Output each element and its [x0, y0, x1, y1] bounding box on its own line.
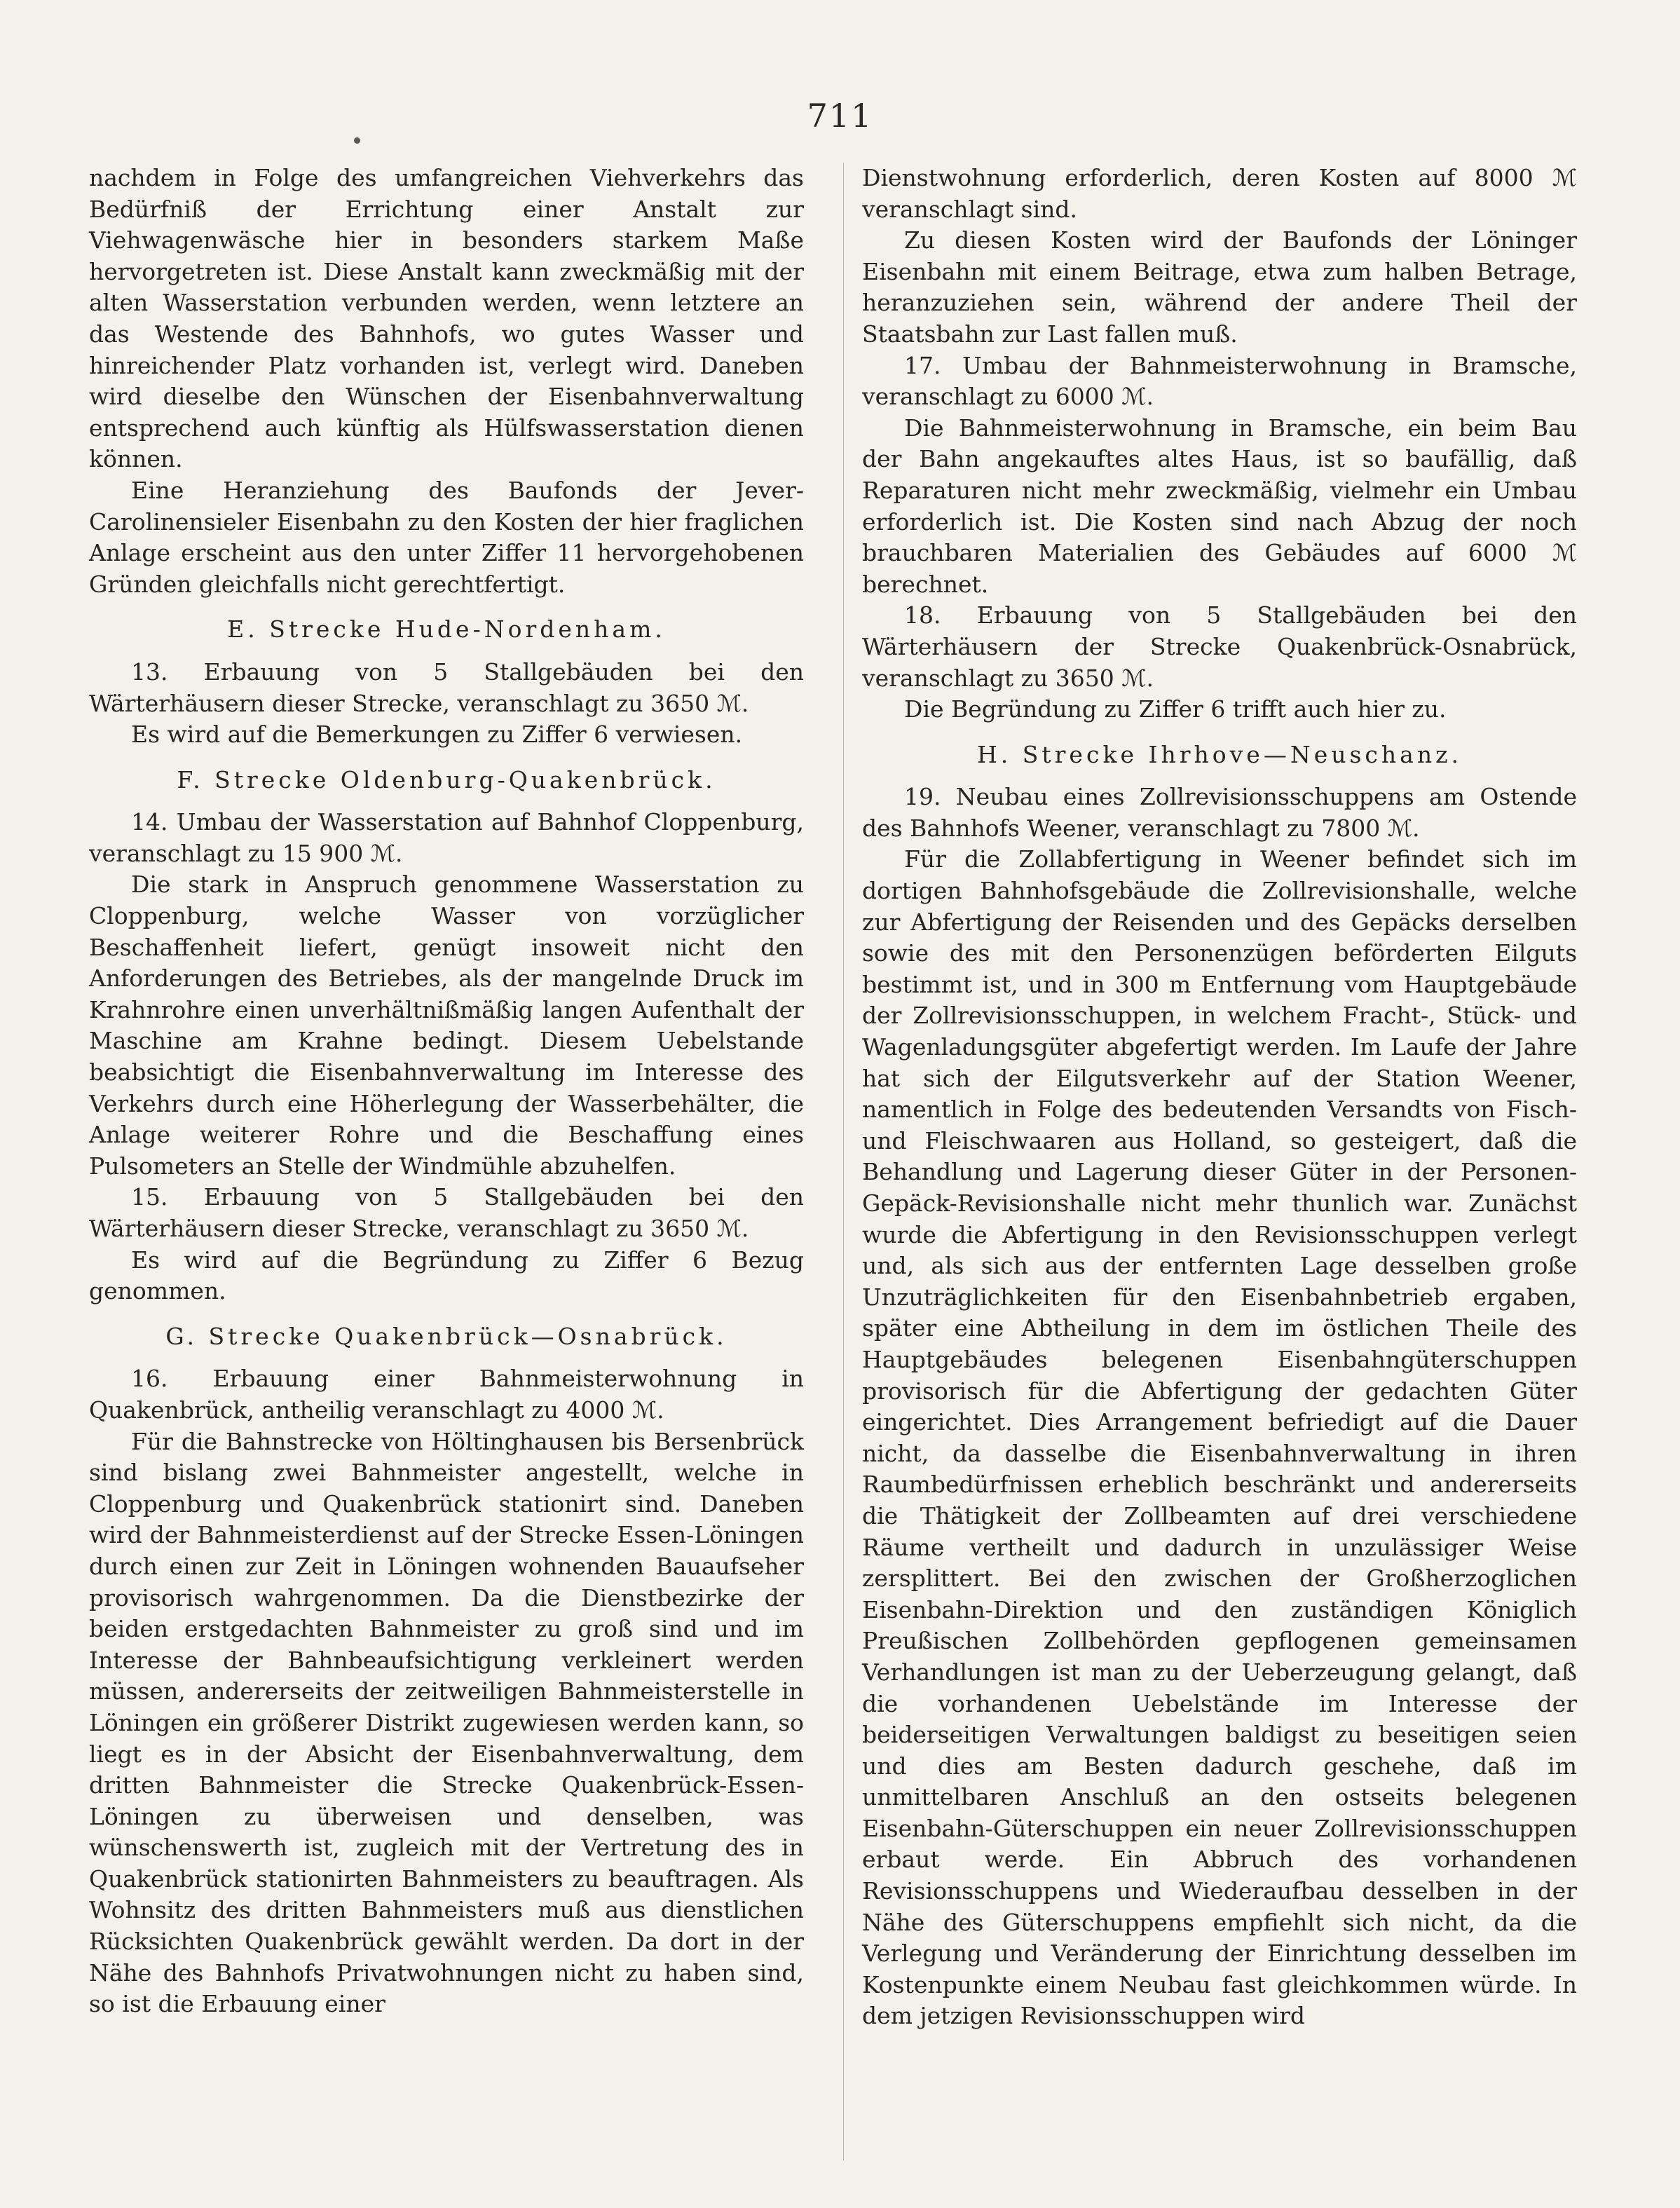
paragraph: Die Bahnmeisterwohnung in Bramsche, ein beim Bau der Bahn angekauftes altes Haus, ist so baufällig, daß Reparaturen nicht mehr zweckmäßig, vielmehr ein Umbau erforderlich ist. Die Kosten sind nach Abzug der noch brauchbaren Materialien des Gebäudes auf 6000 ℳ berechnet. [862, 414, 1577, 598]
paragraph: Die Begründung zu Ziffer 6 trifft auch hier zu. [904, 695, 1447, 723]
paragraph: Für die Zollabfertigung in Weener befindet sich im dortigen Bahnhofsgebäude die Zollrevisionshalle, welche zur Abfertigung der Reisenden und des Gepäcks derselben sowie des mit den Personenzügen beförderten Eilguts bestimmt ist, und in 300 m Entfernung vom Hauptgebäude der Zollrevisionsschuppen, in welchem Fracht-, Stück- und Wagenladungsgüter abgefertigt werden. Im Laufe der Jahre hat sich der Eilgutsverkehr auf der Station Weener, namentlich in Folge des bedeutenden Versandts von Fisch- und Fleischwaaren aus Holland, so gesteigert, daß die Behandlung und Lagerung dieser Güter in der Personen-Gepäck-Revisionshalle nicht mehr thunlich war. Zunächst wurde die Abfertigung in den Revisionsschuppen verlegt und, als sich aus der entfernten Lage desselben große Unzuträglichkeiten für den Eisenbahnbetrieb ergaben, später eine Abtheilung in dem im östlichen Theile des Hauptgebäudes belegenen Eisenbahngüterschuppen provisorisch für die Abfertigung der gedachten Güter eingerichtet. Dies Arrangement befriedigt auf die Dauer nicht, da dasselbe die Eisenbahnverwaltung in ihren Raumbedürfnissen erheblich beschränkt und andererseits die Thätigkeit der Zollbeamten auf drei verschiedene Räume vertheilt und dadurch in unzulässiger Weise zersplittert. Bei den zwischen der Großherzoglichen Eisenbahn-Direktion und den zuständigen Königlich Preußischen Zollbehörden gepflogenen gemeinsamen Verhandlungen ist man zu der Ueberzeugung gelangt, daß die vorhandenen Uebelstände im Interesse der beiderseitigen Verwaltungen baldigst zu beseitigen seien und dies am Besten dadurch geschehe, daß im unmittelbaren Anschluß an den ostseits belegenen Eisenbahn-Güterschuppen ein neuer Zollrevisionsschuppen erbaut werde. Ein Abbruch des vorhandenen Revisionsschuppens und Wiederaufbau desselben in der Nähe des Güterschuppens empfiehlt sich nicht, da die Verlegung und Veränderung der Einrichtung desselben im Kostenpunkte einem Neubau fast gleichkommen würde. In dem jetzigen Revisionsschuppen wird [862, 845, 1577, 2030]
ink-speck [354, 137, 360, 144]
item-19: 19. Neubau eines Zollrevisionsschuppens am Ostende des Bahnhofs Weener, veranschlagt zu 7800 ℳ. [862, 783, 1577, 842]
paragraph: Dienstwohnung erforderlich, deren Kosten auf 8000 ℳ veranschlagt sind. [862, 164, 1577, 223]
column-divider [843, 163, 844, 2160]
section-heading-f: F. Strecke Oldenburg-Quakenbrück. [177, 765, 716, 793]
paragraph: Die stark in Anspruch genommene Wasserstation zu Cloppenburg, welche Wasser von vorzüglicher Beschaffenheit liefert, genügt insoweit nicht den Anforderungen des Betriebes, als der mangelnde Druck im Krahnrohre einen unverhältnißmäßig langen Aufenthalt der Maschine am Krahne bedingt. Diesem Uebelstande beabsichtigt die Eisenbahnverwaltung im Interesse des Verkehrs durch eine Höherlegung der Wasserbehälter, die Anlage weiterer Rohre und die Beschaffung eines Pulsometers an Stelle der Windmühle abzuhelfen. [89, 871, 804, 1180]
paragraph: Eine Heranziehung des Baufonds der Jever-Carolinensieler Eisenbahn zu den Kosten der hier fraglichen Anlage erscheint aus den unter Ziffer 11 hervorgehobenen Gründen gleichfalls nicht gerechtfertigt. [89, 476, 804, 598]
section-heading-h: H. Strecke Ihrhove—Neuschanz. [977, 740, 1462, 768]
item-13: 13. Erbauung von 5 Stallgebäuden bei den Wärterhäusern dieser Strecke, veranschlagt zu 3650 ℳ. [89, 657, 804, 717]
item-18: 18. Erbauung von 5 Stallgebäuden bei den Wärterhäusern der Strecke Quakenbrück-Osnabrück, veranschlagt zu 3650 ℳ. [862, 601, 1577, 692]
page-number: 711 [807, 97, 873, 135]
item-14: 14. Umbau der Wasserstation auf Bahnhof Cloppenburg, veranschlagt zu 15 900 ℳ. [89, 808, 804, 867]
section-heading-g: G. Strecke Quakenbrück—Osnabrück. [165, 1322, 728, 1350]
right-column [862, 163, 1577, 2032]
section-heading-e: E. Strecke Hude-Nordenham. [227, 615, 666, 643]
paragraph: Es wird auf die Begründung zu Ziffer 6 Bezug genommen. [89, 1246, 804, 1305]
paragraph: Es wird auf die Bemerkungen zu Ziffer 6 verwiesen. [131, 721, 743, 749]
paragraph: Für die Bahnstrecke von Höltinghausen bis Bersenbrück sind bislang zwei Bahnmeister angestellt, welche in Cloppenburg und Quakenbrück stationirt sind. Daneben wird der Bahnmeisterdienst auf der Strecke Essen-Löningen durch einen zur Zeit in Löningen wohnenden Bauaufseher provisorisch wahrgenommen. Da die Dienstbezirke der beiden erstgedachten Bahnmeister zu groß sind und im Interesse der Bahnbeaufsichtigung verkleinert werden müssen, andererseits der zeitweiligen Bahnmeisterstelle in Löningen ein größerer Distrikt zugewiesen werden kann, so liegt es in der Absicht der Eisenbahnverwaltung, dem dritten Bahnmeister die Strecke Quakenbrück-Essen-Löningen zu überweisen und denselben, was wünschenswerth ist, zugleich mit der Vertretung des in Quakenbrück stationirten Bahnmeisters zu beauftragen. Als Wohnsitz des dritten Bahnmeisters muß aus dienstlichen Rücksichten Quakenbrück gewählt werden. Da dort in der Nähe des Bahnhofs Privatwohnungen nicht zu haben sind, so ist die Erbauung einer [89, 1427, 804, 2018]
paragraph: nachdem in Folge des umfangreichen Viehverkehrs das Bedürfniß der Errichtung einer Anstalt zur Viehwagenwäsche hier in besonders starkem Maße hervorgetreten ist. Diese Anstalt kann zweckmäßig mit der alten Wasserstation verbunden werden, wenn letztere an das Westende des Bahnhofs, wo gutes Wasser und hinreichender Platz vorhanden ist, verlegt wird. Daneben wird dieselbe den Wünschen der Eisenbahnverwaltung entsprechend auch künftig als Hülfswasserstation dienen können. [89, 164, 804, 473]
item-15: 15. Erbauung von 5 Stallgebäuden bei den Wärterhäusern dieser Strecke, veranschlagt zu 3650 ℳ. [89, 1183, 804, 1242]
item-16: 16. Erbauung einer Bahnmeisterwohnung in Quakenbrück, antheilig veranschlagt zu 4000 ℳ. [89, 1365, 804, 1424]
left-column [89, 163, 804, 2020]
item-17: 17. Umbau der Bahnmeisterwohnung in Bramsche, veranschlagt zu 6000 ℳ. [862, 351, 1577, 411]
paragraph: Zu diesen Kosten wird der Baufonds der Löninger Eisenbahn mit einem Beitrage, etwa zum halben Betrage, heranzuziehen sein, während der andere Theil der Staatsbahn zur Last fallen muß. [862, 226, 1577, 348]
